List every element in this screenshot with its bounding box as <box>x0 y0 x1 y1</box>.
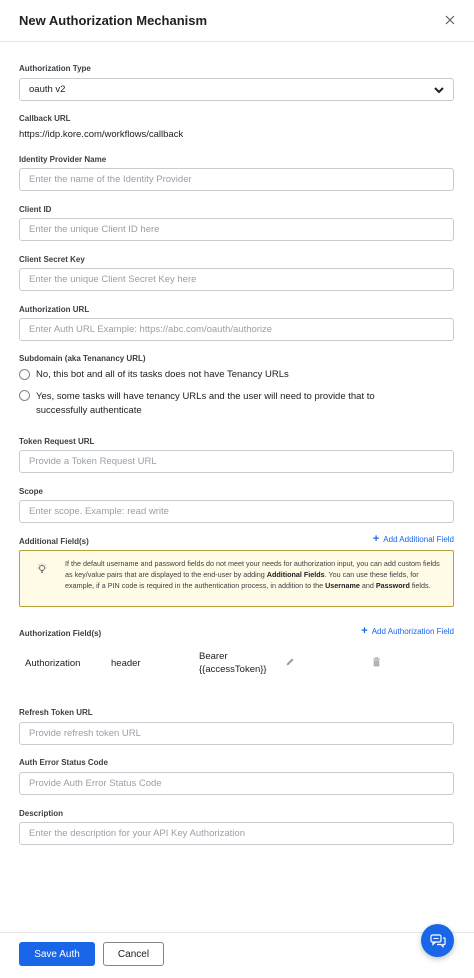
auth-type-select[interactable] <box>19 78 454 101</box>
cancel-button[interactable]: Cancel <box>103 942 164 966</box>
radio-button[interactable] <box>19 390 30 401</box>
auth-type-value: oauth v2 <box>29 84 66 95</box>
callback-url-label: Callback URL <box>19 114 71 123</box>
additional-fields-label: Additional Field(s) <box>19 537 89 546</box>
info-text-1: If the default username and password fields do not meet your needs for authorization input, you can add custom fields as key/value pairs that are displayed to the end-user by adding <box>65 559 440 579</box>
authorization-field-row <box>19 648 454 684</box>
plus-icon: + <box>372 533 380 545</box>
auth-url-input[interactable] <box>19 318 454 341</box>
callback-url-value: https://idp.kore.com/workflows/callback <box>19 129 184 140</box>
info-bold-1: Additional Fields <box>266 570 325 579</box>
client-id-label: Client ID <box>19 205 52 214</box>
client-secret-label: Client Secret Key <box>19 255 85 264</box>
add-additional-field-link[interactable] <box>373 533 454 545</box>
info-bold-3: Password <box>375 581 410 590</box>
auth-type-label: Authorization Type <box>19 64 91 73</box>
subdomain-option-yes[interactable] <box>19 390 375 418</box>
scope-label: Scope <box>19 487 44 496</box>
auth-field-value-line2: {{accessToken}} <box>199 664 267 675</box>
scope-input[interactable] <box>19 500 454 523</box>
save-auth-button[interactable]: Save Auth <box>19 942 95 966</box>
info-bold-2: Username <box>325 581 360 590</box>
add-additional-field-label: Add Additional Field <box>383 534 454 544</box>
info-text-4: fields. <box>409 581 431 590</box>
auth-url-label: Authorization URL <box>19 305 90 314</box>
subdomain-option-yes-label <box>36 390 375 418</box>
refresh-token-input[interactable] <box>19 722 454 745</box>
auth-field-location: header <box>111 658 141 669</box>
subdomain-option-no[interactable] <box>19 369 289 380</box>
token-url-input[interactable] <box>19 450 454 473</box>
plus-icon: + <box>361 625 368 637</box>
refresh-token-label: Refresh Token URL <box>19 708 93 717</box>
info-text-2: . You can use these fields, for example, if a PIN code is required in the authentication process, in addition to the <box>65 570 419 590</box>
form-body <box>0 42 474 932</box>
dialog-footer <box>0 932 474 978</box>
auth-error-label: Auth Error Status Code <box>19 758 108 767</box>
trash-icon[interactable] <box>372 657 381 667</box>
additional-fields-info-text <box>65 558 443 591</box>
description-input[interactable] <box>19 822 454 845</box>
chevron-down-icon <box>433 84 445 96</box>
chat-button[interactable] <box>421 924 454 957</box>
chat-icon <box>430 934 446 948</box>
dialog-header <box>0 0 474 42</box>
info-text-3: and <box>359 581 376 590</box>
subdomain-option-no-label: No, this bot and all of its tasks does not have Tenancy URLs <box>36 369 289 380</box>
add-authorization-field-label: Add Authorization Field <box>371 626 454 636</box>
add-authorization-field-link[interactable] <box>361 625 454 637</box>
description-label: Description <box>19 809 64 818</box>
dialog-title: New Authorization Mechanism <box>19 13 208 28</box>
client-secret-input[interactable] <box>19 268 454 291</box>
subdomain-option-yes-line1: Yes, some tasks will have tenancy URLs and the user will need to provide that to <box>36 391 375 402</box>
idp-name-input[interactable] <box>19 168 454 191</box>
close-icon[interactable] <box>442 12 458 28</box>
additional-fields-info-box <box>19 550 454 607</box>
token-url-label: Token Request URL <box>19 437 95 446</box>
client-id-input[interactable] <box>19 218 454 241</box>
subdomain-option-yes-line2: successfully authenticate <box>36 405 142 416</box>
lightbulb-icon <box>36 563 48 575</box>
radio-button[interactable] <box>19 369 30 380</box>
pencil-icon[interactable] <box>285 657 295 667</box>
idp-name-label: Identity Provider Name <box>19 155 107 164</box>
auth-error-input[interactable] <box>19 772 454 795</box>
subdomain-label: Subdomain (aka Tenanancy URL) <box>19 354 146 363</box>
authorization-fields-label: Authorization Field(s) <box>19 629 102 638</box>
auth-field-key: Authorization <box>25 658 81 669</box>
auth-field-value-line1: Bearer <box>199 651 228 662</box>
